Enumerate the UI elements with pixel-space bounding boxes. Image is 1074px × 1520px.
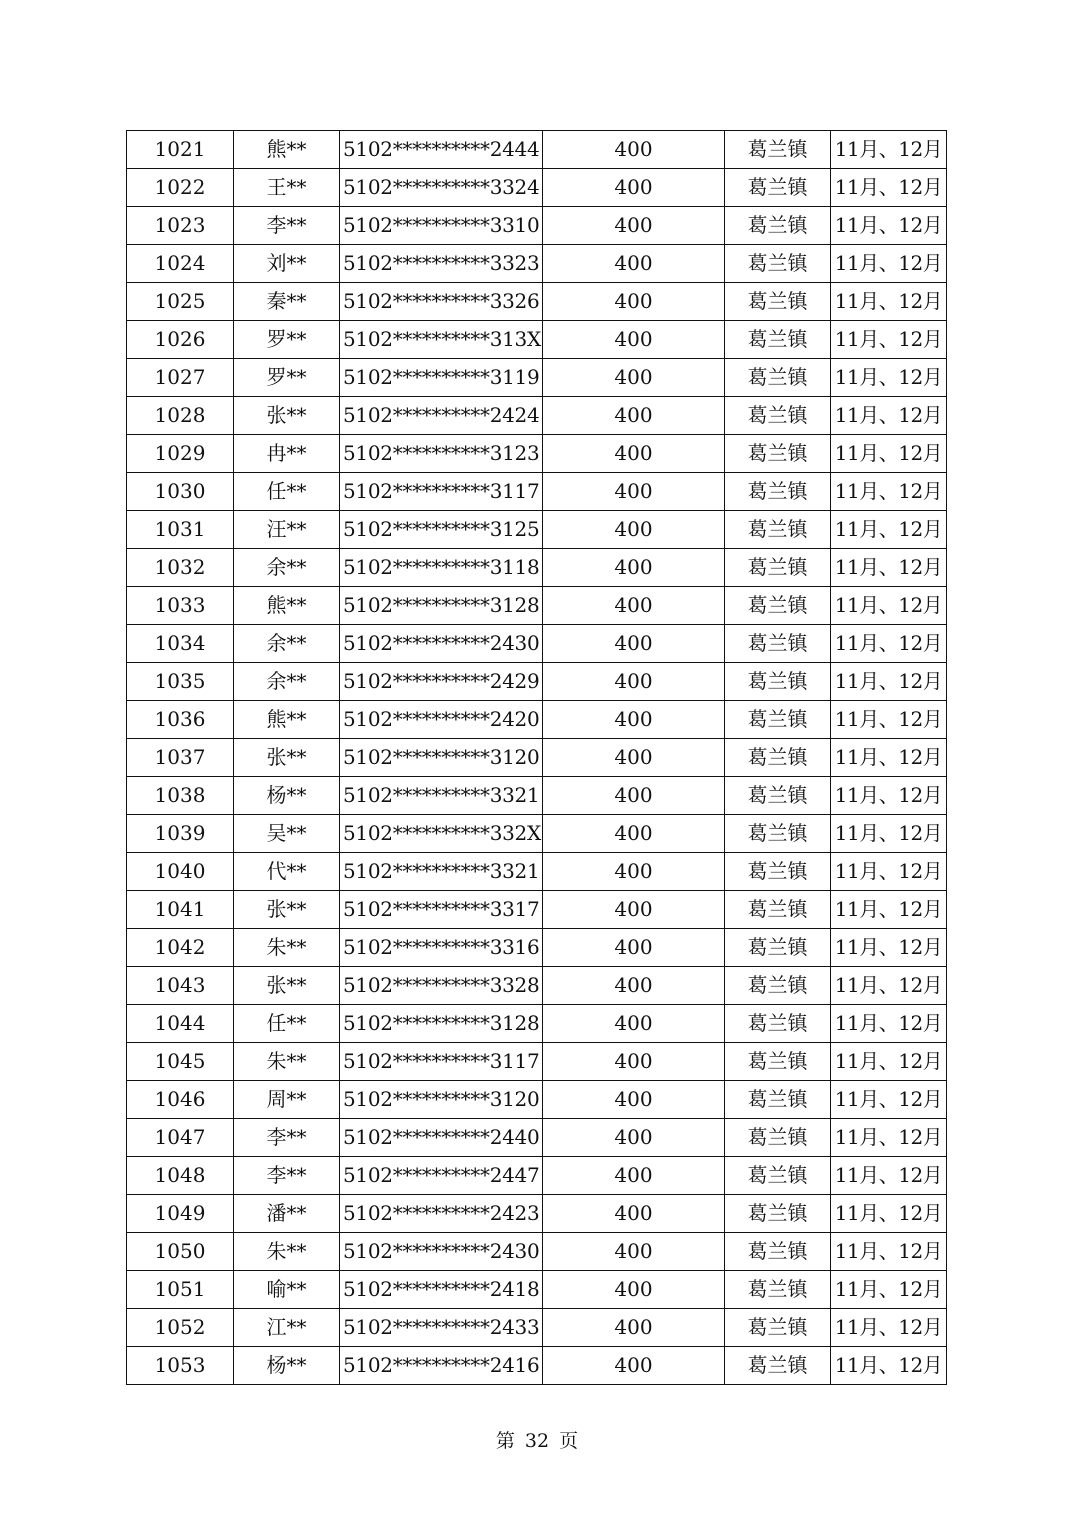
- cell-name: 熊**: [234, 131, 340, 169]
- cell-town: 葛兰镇: [725, 967, 831, 1005]
- cell-id-number: 5102**********3120: [340, 739, 543, 777]
- cell-id-number: 5102**********3128: [340, 587, 543, 625]
- cell-serial-number: 1045: [127, 1043, 234, 1081]
- table-row: [127, 1157, 947, 1195]
- cell-serial-number: 1032: [127, 549, 234, 587]
- table-row: [127, 625, 947, 663]
- cell-id-number: 5102**********3123: [340, 435, 543, 473]
- table-row: [127, 169, 947, 207]
- table-row: [127, 1271, 947, 1309]
- table-row: [127, 245, 947, 283]
- cell-months: 11月、12月: [831, 435, 947, 473]
- cell-name: 喻**: [234, 1271, 340, 1309]
- table-row: [127, 397, 947, 435]
- cell-name: 杨**: [234, 777, 340, 815]
- cell-months: 11月、12月: [831, 1233, 947, 1271]
- table-row: [127, 1081, 947, 1119]
- cell-name: 朱**: [234, 1233, 340, 1271]
- cell-town: 葛兰镇: [725, 1271, 831, 1309]
- cell-amount: 400: [543, 131, 725, 169]
- cell-amount: 400: [543, 625, 725, 663]
- cell-name: 王**: [234, 169, 340, 207]
- cell-town: 葛兰镇: [725, 283, 831, 321]
- cell-months: 11月、12月: [831, 777, 947, 815]
- cell-serial-number: 1046: [127, 1081, 234, 1119]
- cell-id-number: 5102**********3117: [340, 1043, 543, 1081]
- cell-serial-number: 1048: [127, 1157, 234, 1195]
- cell-name: 潘**: [234, 1195, 340, 1233]
- table-row: [127, 587, 947, 625]
- cell-id-number: 5102**********3316: [340, 929, 543, 967]
- cell-id-number: 5102**********2433: [340, 1309, 543, 1347]
- cell-id-number: 5102**********3120: [340, 1081, 543, 1119]
- cell-amount: 400: [543, 853, 725, 891]
- table-row: [127, 1233, 947, 1271]
- cell-amount: 400: [543, 663, 725, 701]
- cell-serial-number: 1029: [127, 435, 234, 473]
- cell-months: 11月、12月: [831, 131, 947, 169]
- page-number: 32: [524, 1430, 550, 1452]
- cell-town: 葛兰镇: [725, 435, 831, 473]
- cell-town: 葛兰镇: [725, 853, 831, 891]
- cell-serial-number: 1050: [127, 1233, 234, 1271]
- cell-town: 葛兰镇: [725, 511, 831, 549]
- cell-town: 葛兰镇: [725, 663, 831, 701]
- cell-serial-number: 1034: [127, 625, 234, 663]
- cell-name: 李**: [234, 1157, 340, 1195]
- table-row: [127, 1195, 947, 1233]
- cell-id-number: 5102**********3119: [340, 359, 543, 397]
- cell-id-number: 5102**********2440: [340, 1119, 543, 1157]
- cell-name: 李**: [234, 1119, 340, 1157]
- cell-name: 冉**: [234, 435, 340, 473]
- cell-town: 葛兰镇: [725, 169, 831, 207]
- cell-id-number: 5102**********2416: [340, 1347, 543, 1385]
- table-row: [127, 321, 947, 359]
- cell-name: 余**: [234, 663, 340, 701]
- cell-months: 11月、12月: [831, 359, 947, 397]
- cell-town: 葛兰镇: [725, 549, 831, 587]
- cell-name: 李**: [234, 207, 340, 245]
- cell-amount: 400: [543, 169, 725, 207]
- cell-serial-number: 1030: [127, 473, 234, 511]
- table-row: [127, 815, 947, 853]
- cell-id-number: 5102**********3321: [340, 853, 543, 891]
- cell-amount: 400: [543, 587, 725, 625]
- table-row: [127, 1043, 947, 1081]
- cell-name: 吴**: [234, 815, 340, 853]
- cell-town: 葛兰镇: [725, 1309, 831, 1347]
- table-row: [127, 853, 947, 891]
- cell-name: 张**: [234, 739, 340, 777]
- cell-amount: 400: [543, 815, 725, 853]
- cell-months: 11月、12月: [831, 1157, 947, 1195]
- cell-id-number: 5102**********3321: [340, 777, 543, 815]
- table-row: [127, 511, 947, 549]
- cell-name: 任**: [234, 473, 340, 511]
- cell-serial-number: 1052: [127, 1309, 234, 1347]
- table-row: [127, 207, 947, 245]
- cell-amount: 400: [543, 1309, 725, 1347]
- cell-serial-number: 1049: [127, 1195, 234, 1233]
- cell-serial-number: 1027: [127, 359, 234, 397]
- cell-amount: 400: [543, 1119, 725, 1157]
- cell-town: 葛兰镇: [725, 1005, 831, 1043]
- cell-id-number: 5102**********2418: [340, 1271, 543, 1309]
- cell-months: 11月、12月: [831, 169, 947, 207]
- cell-town: 葛兰镇: [725, 929, 831, 967]
- cell-name: 朱**: [234, 929, 340, 967]
- cell-amount: 400: [543, 511, 725, 549]
- cell-serial-number: 1037: [127, 739, 234, 777]
- cell-town: 葛兰镇: [725, 473, 831, 511]
- cell-name: 张**: [234, 891, 340, 929]
- cell-town: 葛兰镇: [725, 1119, 831, 1157]
- cell-town: 葛兰镇: [725, 891, 831, 929]
- cell-serial-number: 1039: [127, 815, 234, 853]
- cell-serial-number: 1051: [127, 1271, 234, 1309]
- cell-name: 熊**: [234, 587, 340, 625]
- cell-amount: 400: [543, 1347, 725, 1385]
- cell-amount: 400: [543, 1081, 725, 1119]
- table-row: [127, 435, 947, 473]
- table-row: [127, 473, 947, 511]
- cell-name: 刘**: [234, 245, 340, 283]
- cell-name: 余**: [234, 625, 340, 663]
- cell-months: 11月、12月: [831, 1081, 947, 1119]
- cell-serial-number: 1026: [127, 321, 234, 359]
- cell-id-number: 5102**********3125: [340, 511, 543, 549]
- cell-amount: 400: [543, 245, 725, 283]
- cell-town: 葛兰镇: [725, 815, 831, 853]
- cell-name: 张**: [234, 397, 340, 435]
- table-row: [127, 929, 947, 967]
- roster-table: [126, 130, 947, 1385]
- cell-amount: 400: [543, 1043, 725, 1081]
- cell-id-number: 5102**********3310: [340, 207, 543, 245]
- cell-town: 葛兰镇: [725, 1043, 831, 1081]
- cell-id-number: 5102**********2430: [340, 1233, 543, 1271]
- cell-amount: 400: [543, 701, 725, 739]
- cell-id-number: 5102**********2420: [340, 701, 543, 739]
- cell-months: 11月、12月: [831, 739, 947, 777]
- cell-serial-number: 1035: [127, 663, 234, 701]
- table-row: [127, 131, 947, 169]
- cell-id-number: 5102**********3118: [340, 549, 543, 587]
- cell-town: 葛兰镇: [725, 1157, 831, 1195]
- cell-name: 杨**: [234, 1347, 340, 1385]
- cell-serial-number: 1036: [127, 701, 234, 739]
- cell-town: 葛兰镇: [725, 587, 831, 625]
- cell-serial-number: 1028: [127, 397, 234, 435]
- cell-months: 11月、12月: [831, 929, 947, 967]
- cell-months: 11月、12月: [831, 853, 947, 891]
- cell-months: 11月、12月: [831, 207, 947, 245]
- table-row: [127, 283, 947, 321]
- cell-id-number: 5102**********2423: [340, 1195, 543, 1233]
- cell-months: 11月、12月: [831, 1347, 947, 1385]
- table-row: [127, 967, 947, 1005]
- page-footer-prefix: 第: [495, 1430, 515, 1452]
- cell-town: 葛兰镇: [725, 321, 831, 359]
- cell-name: 任**: [234, 1005, 340, 1043]
- cell-amount: 400: [543, 321, 725, 359]
- roster-table-body: [127, 131, 947, 1385]
- cell-months: 11月、12月: [831, 1043, 947, 1081]
- cell-months: 11月、12月: [831, 511, 947, 549]
- cell-serial-number: 1025: [127, 283, 234, 321]
- cell-amount: 400: [543, 359, 725, 397]
- cell-months: 11月、12月: [831, 701, 947, 739]
- cell-serial-number: 1041: [127, 891, 234, 929]
- cell-amount: 400: [543, 777, 725, 815]
- cell-amount: 400: [543, 967, 725, 1005]
- cell-id-number: 5102**********3324: [340, 169, 543, 207]
- cell-months: 11月、12月: [831, 397, 947, 435]
- table-row: [127, 1119, 947, 1157]
- cell-town: 葛兰镇: [725, 359, 831, 397]
- cell-town: 葛兰镇: [725, 739, 831, 777]
- cell-town: 葛兰镇: [725, 397, 831, 435]
- cell-months: 11月、12月: [831, 1119, 947, 1157]
- cell-name: 周**: [234, 1081, 340, 1119]
- cell-months: 11月、12月: [831, 1309, 947, 1347]
- table-row: [127, 663, 947, 701]
- cell-serial-number: 1023: [127, 207, 234, 245]
- cell-town: 葛兰镇: [725, 1347, 831, 1385]
- cell-id-number: 5102**********2429: [340, 663, 543, 701]
- page-footer-suffix: 页: [559, 1430, 579, 1452]
- table-row: [127, 739, 947, 777]
- cell-months: 11月、12月: [831, 1195, 947, 1233]
- table-row: [127, 891, 947, 929]
- cell-name: 张**: [234, 967, 340, 1005]
- cell-months: 11月、12月: [831, 1005, 947, 1043]
- cell-amount: 400: [543, 1005, 725, 1043]
- cell-amount: 400: [543, 1271, 725, 1309]
- cell-id-number: 5102**********2430: [340, 625, 543, 663]
- cell-months: 11月、12月: [831, 549, 947, 587]
- cell-months: 11月、12月: [831, 1271, 947, 1309]
- cell-serial-number: 1038: [127, 777, 234, 815]
- cell-id-number: 5102**********3323: [340, 245, 543, 283]
- cell-months: 11月、12月: [831, 663, 947, 701]
- cell-amount: 400: [543, 207, 725, 245]
- cell-amount: 400: [543, 739, 725, 777]
- cell-serial-number: 1042: [127, 929, 234, 967]
- cell-serial-number: 1022: [127, 169, 234, 207]
- cell-amount: 400: [543, 929, 725, 967]
- cell-months: 11月、12月: [831, 967, 947, 1005]
- cell-months: 11月、12月: [831, 473, 947, 511]
- cell-months: 11月、12月: [831, 625, 947, 663]
- cell-name: 罗**: [234, 359, 340, 397]
- cell-amount: 400: [543, 1195, 725, 1233]
- table-row: [127, 1347, 947, 1385]
- cell-id-number: 5102**********332X: [340, 815, 543, 853]
- cell-amount: 400: [543, 473, 725, 511]
- cell-id-number: 5102**********2424: [340, 397, 543, 435]
- cell-name: 朱**: [234, 1043, 340, 1081]
- cell-months: 11月、12月: [831, 587, 947, 625]
- cell-name: 秦**: [234, 283, 340, 321]
- cell-town: 葛兰镇: [725, 1233, 831, 1271]
- cell-town: 葛兰镇: [725, 131, 831, 169]
- cell-id-number: 5102**********2447: [340, 1157, 543, 1195]
- cell-amount: 400: [543, 283, 725, 321]
- cell-months: 11月、12月: [831, 891, 947, 929]
- cell-serial-number: 1040: [127, 853, 234, 891]
- cell-id-number: 5102**********3117: [340, 473, 543, 511]
- cell-serial-number: 1024: [127, 245, 234, 283]
- cell-serial-number: 1047: [127, 1119, 234, 1157]
- cell-months: 11月、12月: [831, 245, 947, 283]
- cell-name: 代**: [234, 853, 340, 891]
- cell-id-number: 5102**********3317: [340, 891, 543, 929]
- cell-id-number: 5102**********3326: [340, 283, 543, 321]
- table-row: [127, 359, 947, 397]
- cell-months: 11月、12月: [831, 815, 947, 853]
- cell-name: 江**: [234, 1309, 340, 1347]
- cell-town: 葛兰镇: [725, 245, 831, 283]
- cell-town: 葛兰镇: [725, 701, 831, 739]
- cell-name: 汪**: [234, 511, 340, 549]
- cell-serial-number: 1053: [127, 1347, 234, 1385]
- cell-id-number: 5102**********313X: [340, 321, 543, 359]
- cell-id-number: 5102**********3328: [340, 967, 543, 1005]
- cell-town: 葛兰镇: [725, 1081, 831, 1119]
- cell-serial-number: 1033: [127, 587, 234, 625]
- table-row: [127, 777, 947, 815]
- cell-amount: 400: [543, 1157, 725, 1195]
- table-row: [127, 549, 947, 587]
- cell-amount: 400: [543, 549, 725, 587]
- table-row: [127, 1005, 947, 1043]
- cell-name: 余**: [234, 549, 340, 587]
- cell-name: 熊**: [234, 701, 340, 739]
- page-footer: [0, 1429, 1074, 1453]
- cell-amount: 400: [543, 397, 725, 435]
- cell-town: 葛兰镇: [725, 625, 831, 663]
- cell-serial-number: 1031: [127, 511, 234, 549]
- cell-amount: 400: [543, 891, 725, 929]
- cell-serial-number: 1043: [127, 967, 234, 1005]
- cell-serial-number: 1044: [127, 1005, 234, 1043]
- table-row: [127, 1309, 947, 1347]
- cell-months: 11月、12月: [831, 321, 947, 359]
- cell-id-number: 5102**********3128: [340, 1005, 543, 1043]
- cell-id-number: 5102**********2444: [340, 131, 543, 169]
- cell-amount: 400: [543, 1233, 725, 1271]
- cell-serial-number: 1021: [127, 131, 234, 169]
- cell-amount: 400: [543, 435, 725, 473]
- cell-months: 11月、12月: [831, 283, 947, 321]
- cell-name: 罗**: [234, 321, 340, 359]
- cell-town: 葛兰镇: [725, 207, 831, 245]
- table-row: [127, 701, 947, 739]
- cell-town: 葛兰镇: [725, 777, 831, 815]
- cell-town: 葛兰镇: [725, 1195, 831, 1233]
